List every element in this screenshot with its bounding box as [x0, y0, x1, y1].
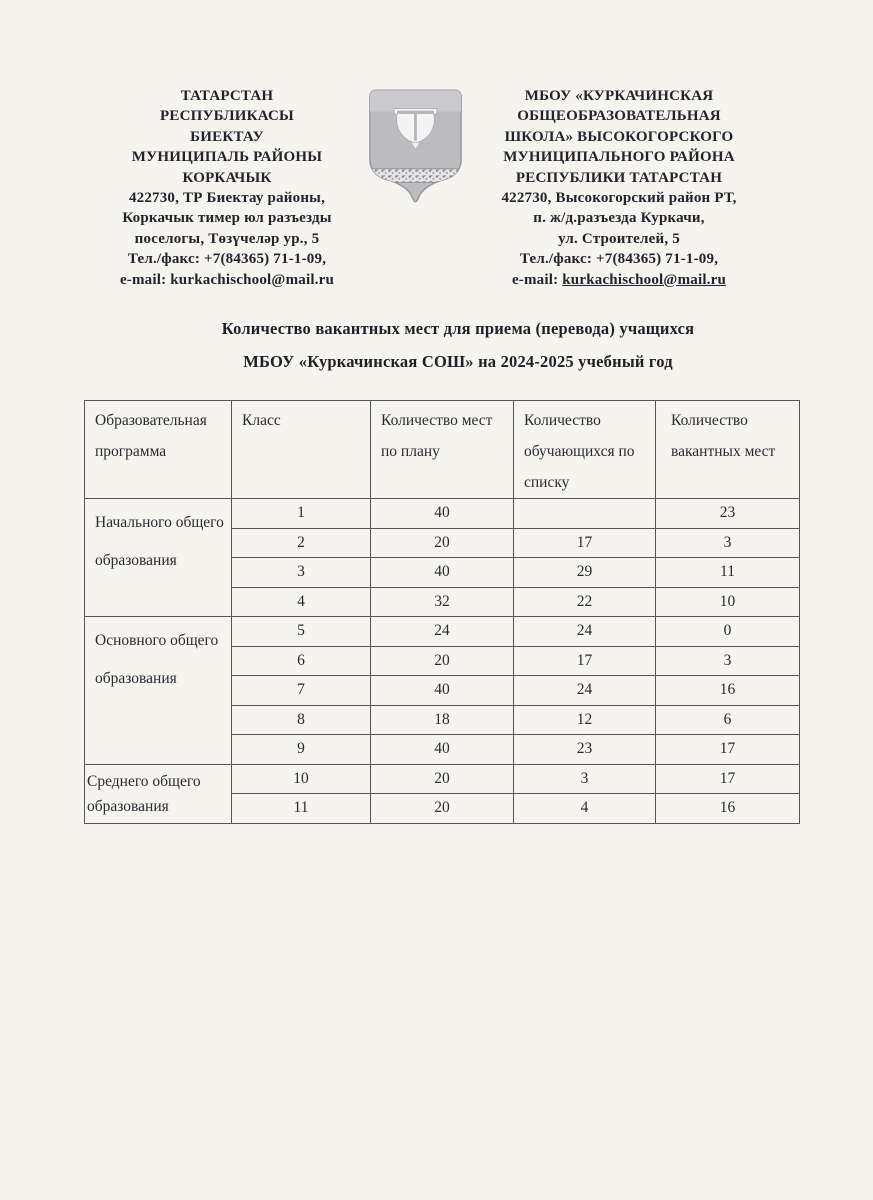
letterhead-right-line: МБОУ «КУРКАЧИНСКАЯ: [524, 88, 714, 104]
cell-vacant: 17: [656, 735, 800, 765]
cell-enrolled: 17: [514, 528, 656, 558]
letterhead-right-block: [478, 86, 760, 290]
letterhead-left-address: поселогы, Төзүчеләр ур., 5: [134, 230, 320, 247]
cell-vacant: 3: [656, 646, 800, 676]
cell-class: 4: [232, 587, 371, 617]
letterhead-left-line: КОРКАЧЫК: [182, 169, 272, 186]
col-header-planned-places: Количество мест по плану: [371, 401, 514, 499]
cell-enrolled: 12: [514, 705, 656, 735]
title-line-2: МБОУ «Куркачинская СОШ» на 2024-2025 учебный год: [243, 352, 673, 371]
cell-vacant: 16: [656, 676, 800, 706]
email-address: kurkachischool@mail.ru: [562, 271, 727, 288]
cell-enrolled: 17: [514, 646, 656, 676]
letterhead-right-line: ШКОЛА» ВЫСОКОГОРСКОГО: [504, 128, 734, 145]
letterhead-right-address: п. ж/д.разъезда Куркачи,: [533, 210, 705, 227]
cell-enrolled: [514, 499, 656, 529]
cell-class: 6: [232, 646, 371, 676]
letterhead-left-line: БИЕКТАУ: [190, 128, 264, 145]
cell-plan: 40: [371, 735, 514, 765]
letterhead-right-line: РЕСПУБЛИКИ ТАТАРСТАН: [515, 169, 723, 186]
cell-vacant: 3: [656, 528, 800, 558]
cell-vacant: 11: [656, 558, 800, 588]
cell-enrolled: 24: [514, 676, 656, 706]
cell-enrolled: 4: [514, 794, 656, 824]
cell-plan: 32: [371, 587, 514, 617]
cell-plan: 40: [371, 676, 514, 706]
col-header-class: Класс: [232, 401, 371, 499]
cell-plan: 40: [371, 558, 514, 588]
col-header-enrolled: Количество обучающихся по списку: [514, 401, 656, 499]
cell-vacant: 10: [656, 587, 800, 617]
col-header-vacant: Количество вакантных мест: [656, 401, 800, 499]
cell-plan: 40: [371, 499, 514, 529]
cell-class: 2: [232, 528, 371, 558]
letterhead-right-address: ул. Строителей, 5: [558, 230, 680, 247]
table-header-row: [85, 401, 800, 499]
letterhead-right-email: [478, 270, 760, 290]
cell-class: 8: [232, 705, 371, 735]
document-title: [100, 312, 816, 378]
letterhead-left-email: e-mail: kurkachischool@mail.ru: [119, 271, 335, 288]
cell-plan: 24: [371, 617, 514, 647]
cell-class: 3: [232, 558, 371, 588]
letterhead-right-line: МУНИЦИПАЛЬНОГО РАЙОНА: [503, 149, 735, 166]
cell-plan: 20: [371, 528, 514, 558]
letterhead-left-address: Коркачык тимер юл разъезды: [122, 210, 332, 227]
vacancy-table: [84, 400, 800, 824]
cell-enrolled: 23: [514, 735, 656, 765]
cell-class: 5: [232, 617, 371, 647]
table-row: [85, 499, 800, 529]
coat-of-arms-emblem: [367, 87, 464, 206]
letterhead-right-phone: Тел./факс: +7(84365) 71-1-09,: [519, 251, 719, 268]
cell-vacant: 16: [656, 794, 800, 824]
cell-vacant: 23: [656, 499, 800, 529]
cell-plan: 20: [371, 794, 514, 824]
letterhead-left-address: 422730, ТР Биектау районы,: [128, 190, 326, 207]
cell-class: 9: [232, 735, 371, 765]
cell-enrolled: 24: [514, 617, 656, 647]
letterhead-left-line: ТАТАРСТАН: [180, 88, 274, 104]
letterhead-left-line: МУНИЦИПАЛЬ РАЙОНЫ: [131, 149, 323, 166]
group-label-primary-education: Начального общего образования: [85, 499, 232, 617]
cell-vacant: 0: [656, 617, 800, 647]
cell-class: 10: [232, 764, 371, 794]
cell-vacant: 17: [656, 764, 800, 794]
table-row: [85, 764, 800, 794]
cell-enrolled: 3: [514, 764, 656, 794]
letterhead-left-phone: Тел./факс: +7(84365) 71-1-09,: [127, 251, 327, 268]
shield-bell-icon: [367, 87, 464, 206]
title-line-1: Количество вакантных мест для приема (перевода) учащихся: [221, 319, 695, 338]
letterhead-right-line: ОБЩЕОБРАЗОВАТЕЛЬНАЯ: [517, 108, 721, 125]
letterhead-right-address: 422730, Высокогорский район РТ,: [501, 190, 737, 207]
group-label-secondary-education: Среднего общего образования: [85, 764, 232, 823]
cell-class: 7: [232, 676, 371, 706]
email-prefix: e-mail:: [511, 271, 563, 288]
cell-plan: 20: [371, 646, 514, 676]
cell-plan: 18: [371, 705, 514, 735]
letterhead-left-block: [97, 86, 357, 290]
table-row: [85, 617, 800, 647]
cell-plan: 20: [371, 764, 514, 794]
cell-class: 11: [232, 794, 371, 824]
letterhead-left-line: РЕСПУБЛИКАСЫ: [160, 108, 294, 125]
cell-enrolled: 22: [514, 587, 656, 617]
cell-enrolled: 29: [514, 558, 656, 588]
col-header-program: Образовательная программа: [85, 401, 232, 499]
group-label-basic-education: Основного общего образования: [85, 617, 232, 765]
cell-class: 1: [232, 499, 371, 529]
cell-vacant: 6: [656, 705, 800, 735]
